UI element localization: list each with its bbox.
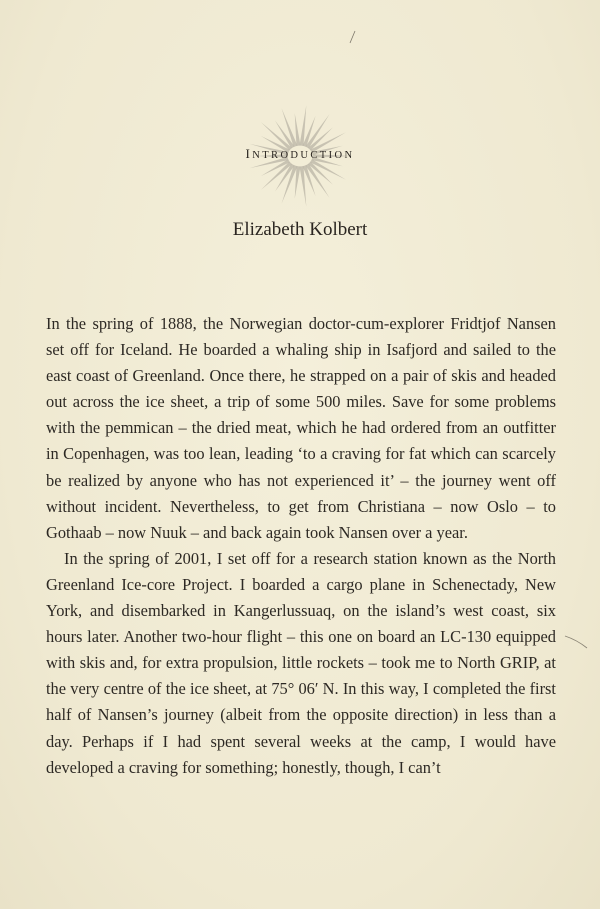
ornament-ray	[295, 113, 301, 146]
author-name: Elizabeth Kolbert	[232, 219, 368, 240]
heading-first-letter: I	[245, 146, 253, 161]
chapter-heading	[0, 146, 600, 162]
paragraph-2: In the spring of 2001, I set off for a research station known as the North Greenland Ice-core Project. I boarded a cargo plane in Schenectady, New York, and disembarked in Kangerlussuaq, on the island’s west coast, six hours later. Another two-hour flight – this one on board an LC-130 equipped with skis and, for extra propulsion, little rockets – took me to North GRIP, at the very centre of the ice sheet, at 75° 06′ N. In this way, I completed the first half of Nansen’s journey (albeit from the opposite direction) in less than a day. Perhaps if I had spent several weeks at the camp, I would have developed a craving for something; honestly, though, I can’t	[46, 548, 556, 777]
pencil-mark-icon	[348, 30, 356, 44]
ornament-ray	[295, 166, 301, 199]
margin-mark-icon	[563, 632, 600, 652]
heading-rest: NTRODUCTION	[252, 150, 355, 161]
paragraph-1: In the spring of 1888, the Norwegian doctor-cum-explorer Fridtjof Nansen set off for Iceland. He boarded a whaling ship in Isafjord and sailed to the east coast of Greenland. Once there, he strapped on a pair of skis and headed out across the ice sheet, a trip of some 500 miles. Save for some problems with the pemmican – the dried meat, which he had ordered from an outfitter in Copenhagen, was too lean, leading ‘to a craving for fat which can scarcely be realized by anyone who has not experienced it’ – the journey went off without incident. Nevertheless, to get from Christiana – now Oslo – to Gothaab – now Nuuk – and back again took Nansen over a year.	[46, 314, 556, 542]
body-text	[46, 311, 556, 781]
